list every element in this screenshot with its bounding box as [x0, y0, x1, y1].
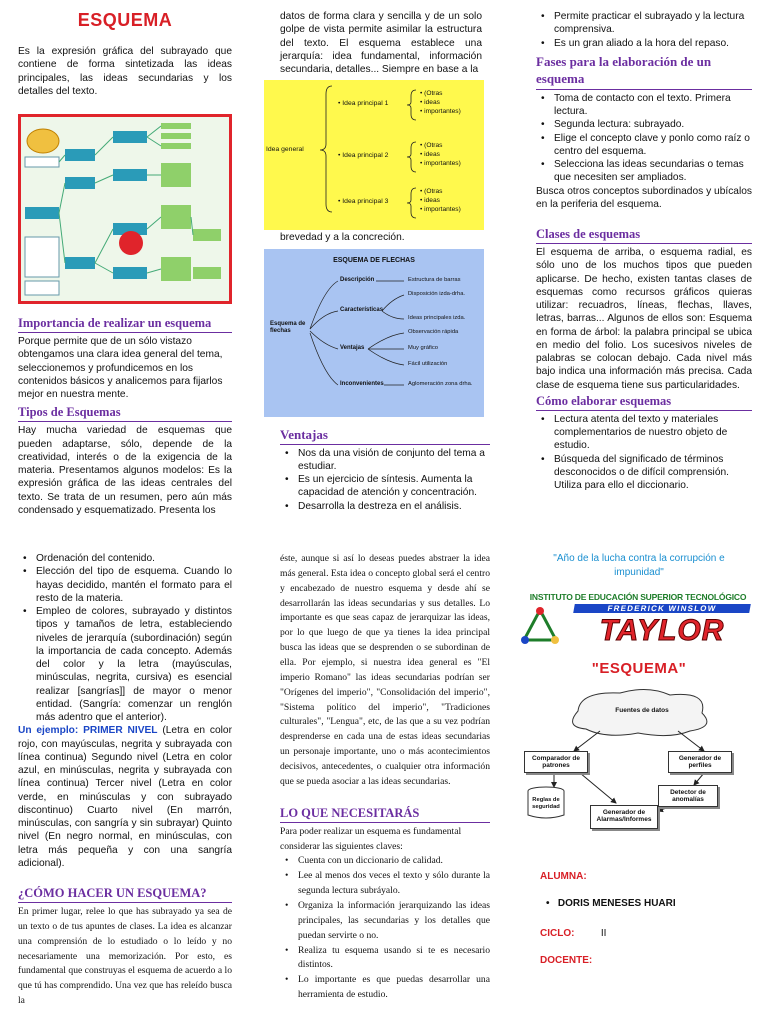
flechas-title: ESQUEMA DE FLECHAS — [333, 256, 415, 264]
col4-item: • Elección del tipo de esquema. Cuando lo hayas decidido, mantén el formato para el resto de la materia. — [18, 565, 232, 605]
page-title: ESQUEMA — [77, 10, 173, 30]
col4-item: • Empleo de colores, subrayado y distintos tipos y tamaños de letra, estableciendo niveles de jerarquía (subordinación) según la importancia de cada concepto. Además del color y la letra (mayúsculas, minúsculas, negrita, cursiva) es esencial realizar [sangrías]] de mayor o menor entidad. (Sangría: comenzar un renglón más adentro que el anterior). — [18, 605, 232, 724]
ventaja-item: • Desarrolla la destreza en el análisis. — [280, 500, 490, 513]
flow-top: Fuentes de datos — [615, 707, 669, 714]
necesitaras-item: • Organiza la información jerarquizando las ideas principales, las secundarias y los detalles que puedan servirte o no. — [280, 899, 490, 944]
cover-panel — [514, 552, 764, 1022]
alumna-name: • DORIS MENESES HUARI — [546, 898, 676, 909]
fase-item: • Segunda lectura: subrayado. — [536, 118, 752, 131]
como-item: • Búsqueda del significado de términos desconocidos o de difícil comprensión. Utiliza para ello el diccionario. — [536, 453, 752, 493]
flow-bottom: Generador de Alarmas/Informes — [590, 805, 658, 829]
column-4 — [18, 552, 232, 1022]
flechas-root: Esquema de flechas — [270, 320, 306, 334]
flow-right: Generador de perfiles — [668, 751, 732, 773]
ventajas-heading: Ventajas — [280, 427, 490, 445]
ventaja-item: • Nos da una visión de conjunto del tema a estudiar. — [280, 447, 490, 474]
column-1 — [18, 10, 232, 530]
taylor-wordmark: TAYLOR — [599, 614, 725, 647]
flechas-node-1: Descripción — [340, 276, 375, 283]
fase-item: • Toma de contacto con el texto. Primera lectura. — [536, 92, 752, 119]
fase-item: • Elige el concepto clave y ponlo como raíz o centro del esquema. — [536, 132, 752, 159]
institute-logo — [514, 592, 764, 652]
fases-after-text: Busca otros conceptos subordinados y ubícalos en la periferia del esquema. — [536, 185, 752, 210]
como-hacer-text: En primer lugar, relee lo que has subrayado ya sea de un texto o de tus apuntes de clases. La idea es alcanzar una comprensión de lo estudiado o lo leído y no necesariamente una memorización. Por esto, es fundamental que construyas el esquema de acuerdo a lo que tú has comprendido. Una vez que has releído busca la — [18, 906, 232, 1007]
flow-diagram — [520, 687, 750, 837]
top-item: • Permite practicar el subrayado y la lectura comprensiva. — [536, 10, 752, 37]
ejemplo-paragraph — [18, 724, 232, 870]
intro-text: Es la expresión gráfica del subrayado que contiene de forma sintetizada las ideas principales, las ideas secundarias y los detalles del texto. — [18, 46, 232, 97]
como-heading: Cómo elaborar esquemas — [536, 394, 752, 411]
flechas-leaf-3: Ideas principales izda. — [408, 314, 466, 321]
brace-root: Idea general — [266, 146, 304, 154]
importancia-heading: Importancia de realizar un esquema — [18, 316, 232, 333]
ciclo-value: II — [600, 928, 607, 939]
flow-detector: Detector de anomalías — [658, 785, 718, 807]
brace-sub-3: • (Otras • ideas • importantes) — [420, 188, 461, 214]
fase-item: • Selecciona las ideas secundarias o temas que necesiten ser ampliados. — [536, 158, 752, 185]
fw-banner: FREDERICK WINSLOW — [573, 604, 751, 613]
tipos-heading: Tipos de Esquemas — [18, 405, 232, 422]
flechas-leaf-5: Muy gráfico — [408, 344, 438, 351]
motto: "Año de la lucha contra la corrupción e impunidad" — [553, 553, 725, 578]
clases-text: El esquema de arriba, o esquema radial, es sólo uno de los muchos tipos que pueden aplicarse. De hecho, existen tantas clases de esquemas como recursos gráficos quieras utilizar: recuadros, líneas, flechas, llaves, letras, barras... Algunos de ellos son: Esquema en forma de árbol: la palabra principal se ubica en medio del folio. Los sucesivos niveles de palabras se colocan debajo. Cada nivel más bajo indica una información más precisa. Cada clase de esquema tiene sus particularidades. — [536, 247, 752, 391]
col2-top-text: datos de forma clara y sencilla y de un solo golpe de vista permite asimilar la estructura del texto. El esquema establece una jerarquía: idea fundamental, información secundaria, detalles... Siempre en base a la — [280, 11, 482, 75]
column-3 — [536, 10, 752, 530]
flechas-node-2: Características — [340, 306, 384, 313]
column-2 — [264, 10, 492, 530]
brace-idea-2: • Idea principal 2 — [338, 152, 389, 160]
flechas-leaf-2: Disposición izda-drha. — [408, 290, 466, 297]
top-item: • Es un gran aliado a la hora del repaso. — [536, 37, 752, 50]
brace-idea-3: • Idea principal 3 — [338, 198, 389, 206]
flechas-leaf-6: Fácil utilización — [408, 360, 448, 367]
flechas-leaf-4: Observación rápida — [408, 328, 459, 335]
ventaja-item: • Es un ejercicio de síntesis. Aumenta la capacidad de atención y concentración. — [280, 473, 490, 500]
docente-label: DOCENTE: — [540, 955, 593, 966]
fases-heading: Fases para la elaboración de un esquema — [536, 53, 712, 87]
brace-idea-1: • Idea principal 1 — [338, 100, 389, 108]
necesitaras-item: • Cuenta con un diccionario de calidad. — [280, 854, 490, 869]
clases-heading: Clases de esquemas — [536, 227, 641, 242]
brace-sub-2: • (Otras • ideas • importantes) — [420, 142, 461, 168]
flechas-node-3: Ventajas — [340, 344, 365, 351]
necesitaras-item: • Realiza tu esquema usando si te es necesario distintos. — [280, 944, 490, 974]
flechas-leaf-1: Estructura de barras — [408, 276, 461, 283]
ciclo-row — [540, 923, 764, 941]
student-info — [514, 871, 764, 966]
flow-db: Reglas de seguridad — [532, 797, 560, 810]
tipos-text: Hay mucha variedad de esquemas que pueden adaptarse, sólo, depende de la creatividad, interés o de la exigencia de la materia. Presentamos algunos modelos: Es la expresión gráfica de las ideas centrales del texto. Se trata de un resumen, pero aún más condensado y esquematizado. Presenta los — [18, 425, 232, 516]
necesitaras-intro: Para poder realizar un esquema es fundamental considerar las siguientes claves: — [280, 825, 462, 852]
importancia-text: Porque permite que de un sólo vistazo obtengamos una clara idea general del tema, seleccionemos y profundicemos en los contenidos básicos y analicemos para fijarlos mejor en nuestra mente. — [18, 336, 223, 400]
concept-map-image — [18, 114, 232, 304]
col4-item: • Ordenación del contenido. — [18, 552, 232, 565]
como-item: • Lectura atenta del texto y materiales complementarios de nuestro objeto de estudio. — [536, 413, 752, 453]
flow-left: Comparador de patrones — [524, 751, 588, 773]
col5-text: éste, aunque si así lo deseas puedes abstraer la idea más general. Esta idea o concepto global será el centro y encabezado de nuestro esquema y desde ahí se desarrollarán las ideas secundarias y sus detalles. Lo importante es que seas capaz de jerarquizar las ideas, por lo que luego de que ya tienes la idea principal busca las ideas que se desprenden o se subordinan de ella. Por ejemplo, si nuestra idea general es "El imperio Romano" las ideas secundarias podrían ser "Orígenes del imperio", "Consolidación del imperio", "Sistema político del imperio", "Tradiciones culturales", "Lengua", etc, de las que a su vez podrían desprenderse en cada una de estas ideas secundarias un personaje importante, uno o más acontecimientos decisivos, antecedentes, o cualquier otra información que se pueda asociar a las ideas secundarias. — [280, 553, 490, 787]
ejemplo-text: (Letra en color rojo, con mayúsculas, negrita y subrayada con línea continua) Segundo nivel (Letra en color azul, en minúsculas, negrita y subrayada con línea continua) Tercer nivel (Letra en color verde, en minúsculas y con subrayado discontinuo) Cuarto nivel (En marrón, minúsculas, con sangría y sin subrayar) Quinto nivel (En negro normal, en minúsculas, con letra más pequeña y con una sangría adicional). — [18, 725, 232, 869]
ejemplo-label: Un ejemplo: PRIMER NIVEL — [18, 725, 158, 737]
necesitaras-item: • Lo importante es que puedas desarrollar una herramienta de estudio. — [280, 973, 490, 1003]
cover-title: "ESQUEMA" — [591, 660, 687, 677]
necesitaras-item: • Lee al menos dos veces el texto y sólo durante la segunda lectura subráyalo. — [280, 869, 490, 899]
alumna-label: ALUMNA: — [540, 871, 587, 882]
como-hacer-heading: ¿CÓMO HACER UN ESQUEMA? — [18, 886, 207, 900]
necesitaras-heading: LO QUE NECESITARÁS — [280, 805, 420, 820]
column-5 — [280, 552, 490, 1022]
concept-map-graphic — [21, 117, 229, 301]
brace-sub-1: • (Otras • ideas • importantes) — [420, 90, 461, 116]
flechas-diagram — [264, 249, 484, 417]
logo-triangle-icon — [520, 606, 560, 646]
ciclo-label: CICLO: — [540, 928, 575, 939]
brace-diagram — [264, 80, 484, 230]
col2-after-brace: brevedad y a la concreción. — [280, 232, 405, 244]
flechas-leaf-7: Aglomeración zona drha. — [408, 380, 473, 387]
institute-name: INSTITUTO DE EDUCACIÓN SUPERIOR TECNOLÓGICO — [529, 592, 747, 602]
flechas-node-4: Inconvenientes — [340, 380, 384, 387]
